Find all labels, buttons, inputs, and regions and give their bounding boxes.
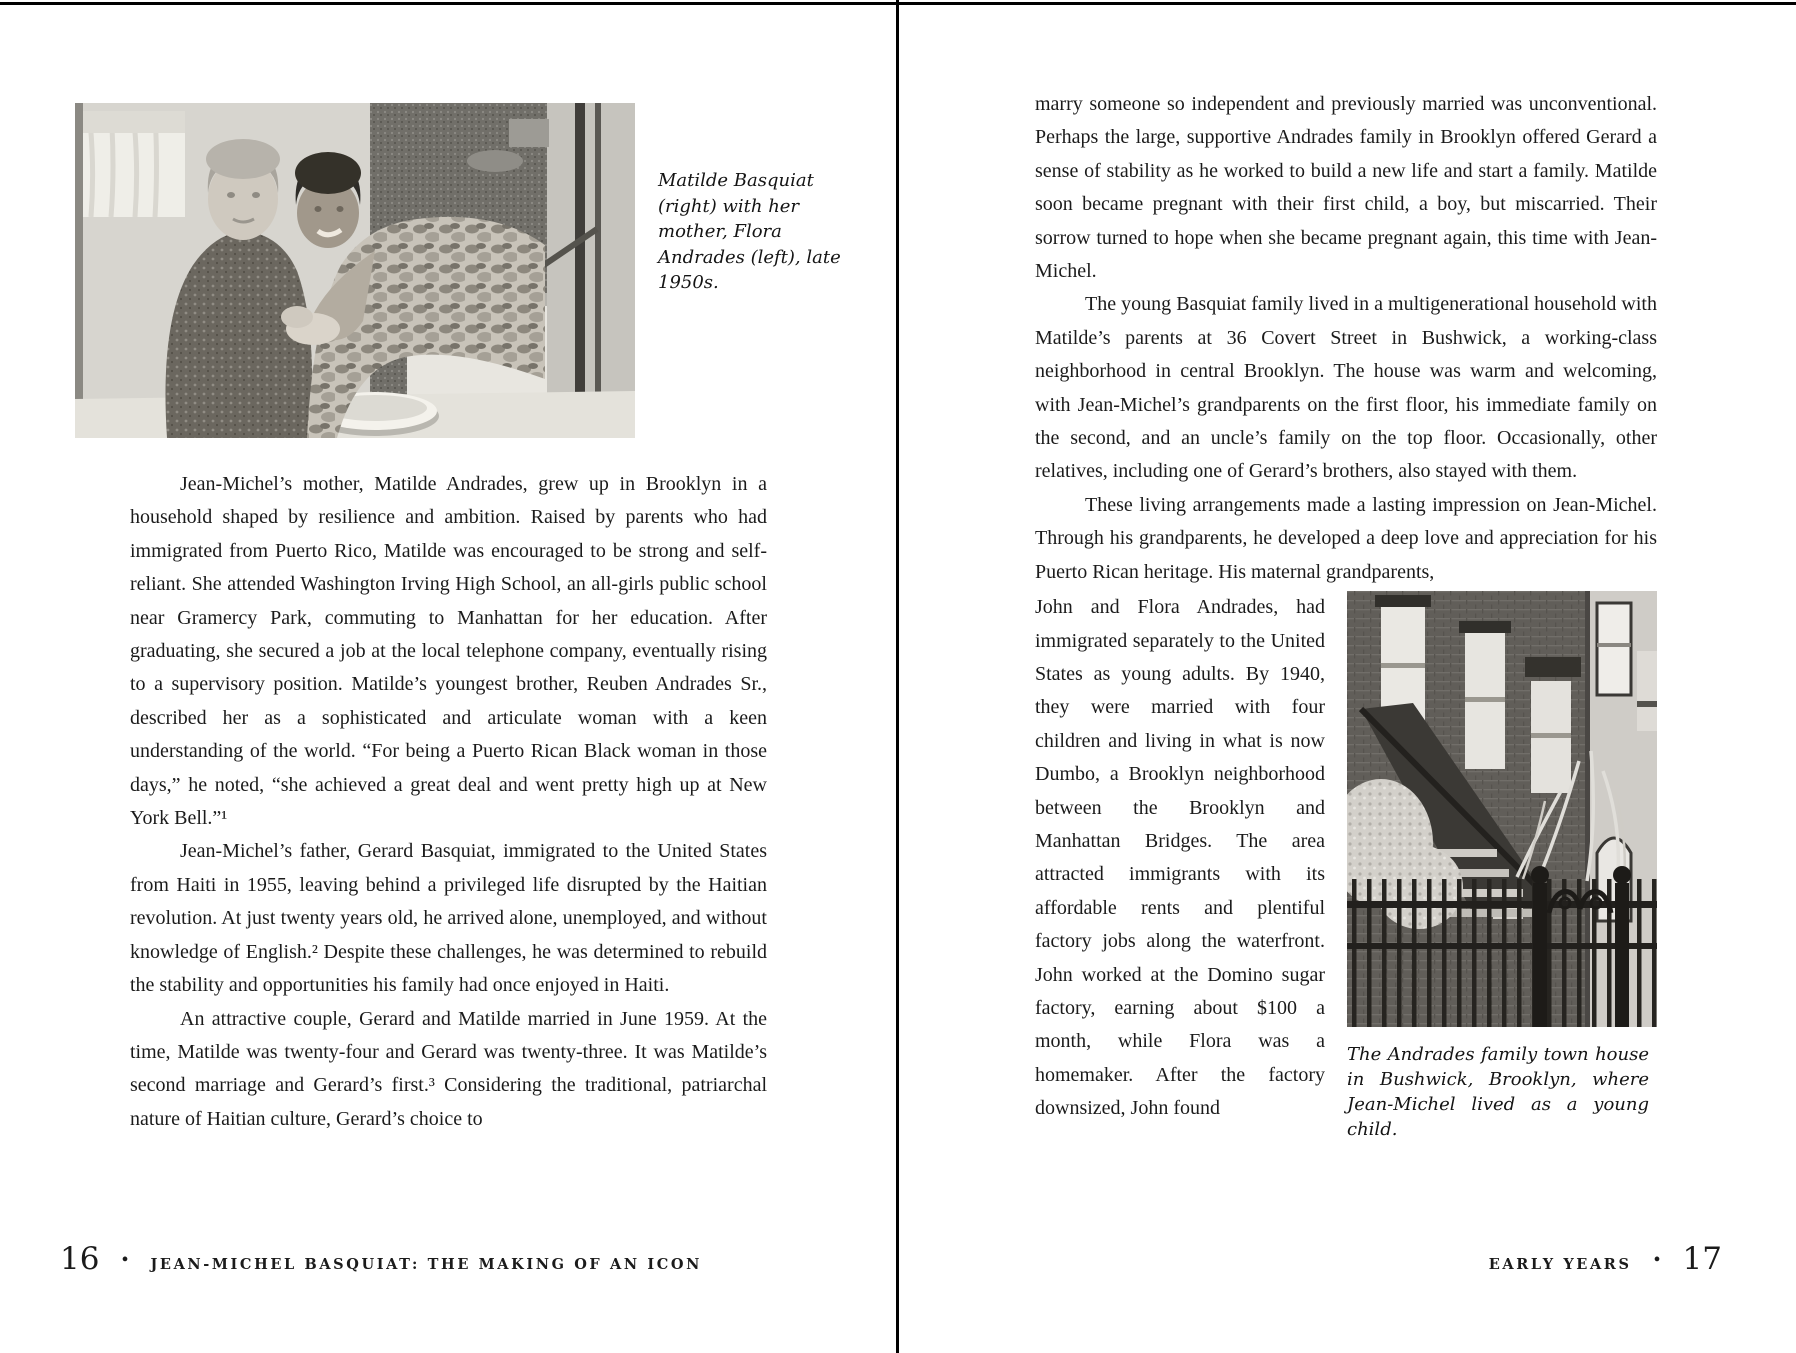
text-photo-row [1035, 591, 1657, 1142]
paragraph: marry someone so independent and previously married was unconventional. Perhaps the large, supportive Andrades family in Brooklyn offered Gerard a sense of stability as he worked to build a new life and start a family. Matilde soon became pregnant with their first child, a boy, but miscarried. Their sorrow turned to hope when she became pregnant again, this time with Jean-Michel. [1035, 93, 1657, 283]
paragraph: Jean-Michel’s father, Gerard Basquiat, immigrated to the United States from Haiti in 1955, leaving behind a privileged life disrupted by the Haitian revolution. At just twenty years old, he arrived alone, unemployed, and without knowledge of English.² Despite these challenges, he was determined to rebuild the stability and opportunities his family had once enjoyed in Haiti. [130, 840, 767, 997]
right-page-body [1035, 88, 1657, 1142]
family-photo [75, 103, 635, 438]
townhouse-photo-caption: The Andrades family town house in Bushwick, Brooklyn, where Jean-Michel lived as a young child. [1347, 1044, 1649, 1140]
footer-bullet: • [121, 1249, 129, 1271]
paragraph: John and Flora Andrades, had immigrated separately to the United States as young adults. By 1940, they were married with four children and living in what is now Dumbo, a Brooklyn neighborhood between the Brooklyn and Manhattan Bridges. The area attracted immigrants with its affordable rents and plentiful factory jobs along the waterfront. John worked at the Domino sugar factory, earning about $100 a month, while Flora was a homemaker. After the factory downsized, John found [1035, 596, 1325, 1120]
townhouse-photo [1347, 591, 1657, 1027]
right-page-footer [1488, 1241, 1722, 1277]
family-photo-art [75, 103, 635, 438]
page-number-right: 17 [1682, 1241, 1722, 1277]
footer-bullet: • [1653, 1249, 1661, 1271]
book-title: JEAN-MICHEL BASQUIAT: THE MAKING OF AN ICON [150, 1256, 702, 1273]
left-page-body [130, 468, 767, 1136]
chapter-title: EARLY YEARS [1488, 1256, 1632, 1273]
paragraph: An attractive couple, Gerard and Matilde married in June 1959. At the time, Matilde was twenty-four and Gerard was twenty-three. It was Matilde’s second marriage and Gerard’s first.³ Considering the traditional, patriarchal nature of Haitian culture, Gerard’s choice to [130, 1007, 767, 1130]
table-and-bowl [75, 391, 635, 438]
left-page-footer [60, 1241, 702, 1277]
paragraph: These living arrangements made a lasting impression on Jean-Michel. Through his grandparents, he developed a deep love and appreciation for his Puerto Rican heritage. His maternal grandparents, [1035, 493, 1657, 583]
page-number-left: 16 [60, 1241, 100, 1277]
townhouse-figure [1347, 591, 1657, 1142]
paragraph: The young Basquiat family lived in a multigenerational household with Matilde’s parents at 36 Covert Street in Bushwick, a working-class neighborhood in central Brooklyn. The house was warm and welcoming, with Jean-Michel’s grandparents on the first floor, his immediate family on the second, and an uncle’s family on the top floor. Occasionally, other relatives, including one of Gerard’s brothers, also stayed with them. [1035, 293, 1657, 483]
paragraph: Jean-Michel’s mother, Matilde Andrades, grew up in Brooklyn in a household shaped by resilience and ambition. Raised by parents who had immigrated from Puerto Rico, Matilde was encouraged to be strong and self-reliant. She attended Washington Irving High School, an all-girls public school near Gramercy Park, commuting to Manhattan for her education. After graduating, she secured a job at the local telephone company, eventually rising to a supervisory position. Matilde’s youngest brother, Reuben Andrades Sr., described her as a sophisticated and articulate woman with a keen understanding of the world. “For being a Puerto Rican Black woman in those days,” he noted, “she achieved a great deal and went pretty high up at New York Bell.”¹ [130, 473, 767, 830]
family-photo-caption: Matilde Basquiat (right) with her mother, Flora Andrades (left), late 1950s. [658, 170, 841, 294]
iron-fence [1347, 866, 1657, 1027]
page-gutter-divider [896, 0, 899, 1353]
